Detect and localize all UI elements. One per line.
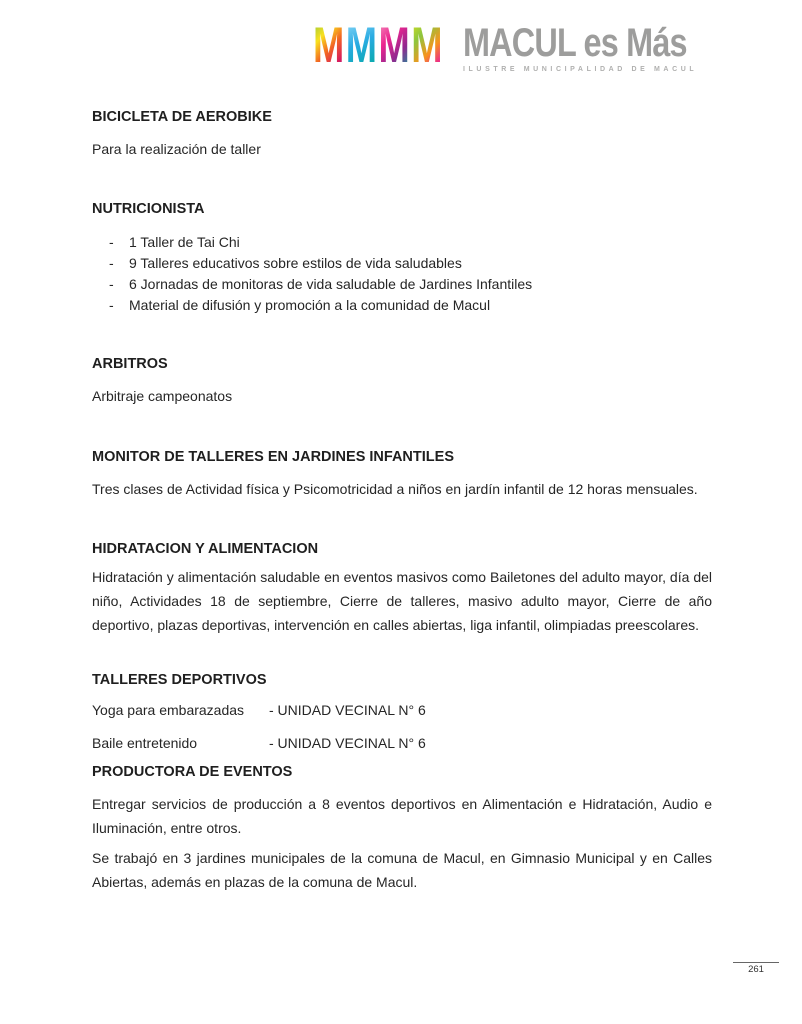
logo-m-icon: M — [378, 17, 412, 73]
taller-name: Yoga para embarazadas — [92, 702, 245, 718]
taller-location: - UNIDAD VECINAL N° 6 — [269, 702, 426, 718]
section-paragraph: Entregar servicios de producción a 8 eventos deportivos en Alimentación e Hidratación, Audio e Iluminación, entre otros. — [92, 796, 712, 836]
section-paragraph: Hidratación y alimentación saludable en eventos masivos como Bailetones del adulto mayor, día del niño, Actividades 18 de septiembre, Cierre de talleres, masivo adulto mayor, Cierre de año deportivo, plazas deportivas, intervención en calles abiertas, liga infantil, olimpiadas preescolares. — [92, 569, 712, 633]
section-paragraph: Para la realización de taller — [92, 141, 261, 157]
taller-location: - UNIDAD VECINAL N° 6 — [269, 735, 426, 751]
page-number: 261 — [733, 962, 779, 976]
list-item: - 1 Taller de Tai Chi — [92, 232, 712, 253]
nutricionista-list — [92, 232, 712, 316]
section-paragraph: Se trabajó en 3 jardines municipales de la comuna de Macul, en Gimnasio Municipal y en Calles Abiertas, además en plazas de la comuna de Macul. — [92, 850, 712, 890]
list-item: - 6 Jornadas de monitoras de vida saludable de Jardines Infantiles — [92, 274, 712, 295]
logo-title: MACUL es Más — [463, 21, 687, 65]
section-heading-nutricionista: NUTRICIONISTA — [92, 201, 205, 217]
list-item: - 9 Talleres educativos sobre estilos de vida saludables — [92, 253, 712, 274]
section-heading-talleres: TALLERES DEPORTIVOS — [92, 672, 267, 688]
logo-m-icon: M — [345, 17, 379, 73]
document-content — [92, 0, 712, 894]
logo-subtitle: ILUSTRE MUNICIPALIDAD DE MACUL — [463, 66, 698, 73]
section-heading-productora: PRODUCTORA DE EVENTOS — [92, 764, 293, 780]
logo-m-icon: M — [411, 17, 444, 73]
section-heading-hidratacion: HIDRATACION Y ALIMENTACION — [92, 541, 319, 557]
taller-name: Baile entretenido — [92, 735, 198, 751]
section-paragraph: Tres clases de Actividad física y Psicomotricidad a niños en jardín infantil de 12 horas mensuales. — [92, 481, 698, 497]
list-item: - Material de difusión y promoción a la comunidad de Macul — [92, 295, 712, 316]
logo-m-icon: M — [313, 17, 346, 73]
section-heading-monitor: MONITOR DE TALLERES EN JARDINES INFANTILES — [92, 449, 454, 465]
section-heading-bicicleta: BICICLETA DE AEROBIKE — [92, 109, 272, 125]
taller-row — [92, 733, 712, 753]
section-heading-arbitros: ARBITROS — [92, 356, 168, 372]
taller-row — [92, 700, 712, 720]
section-paragraph: Arbitraje campeonatos — [92, 388, 233, 404]
